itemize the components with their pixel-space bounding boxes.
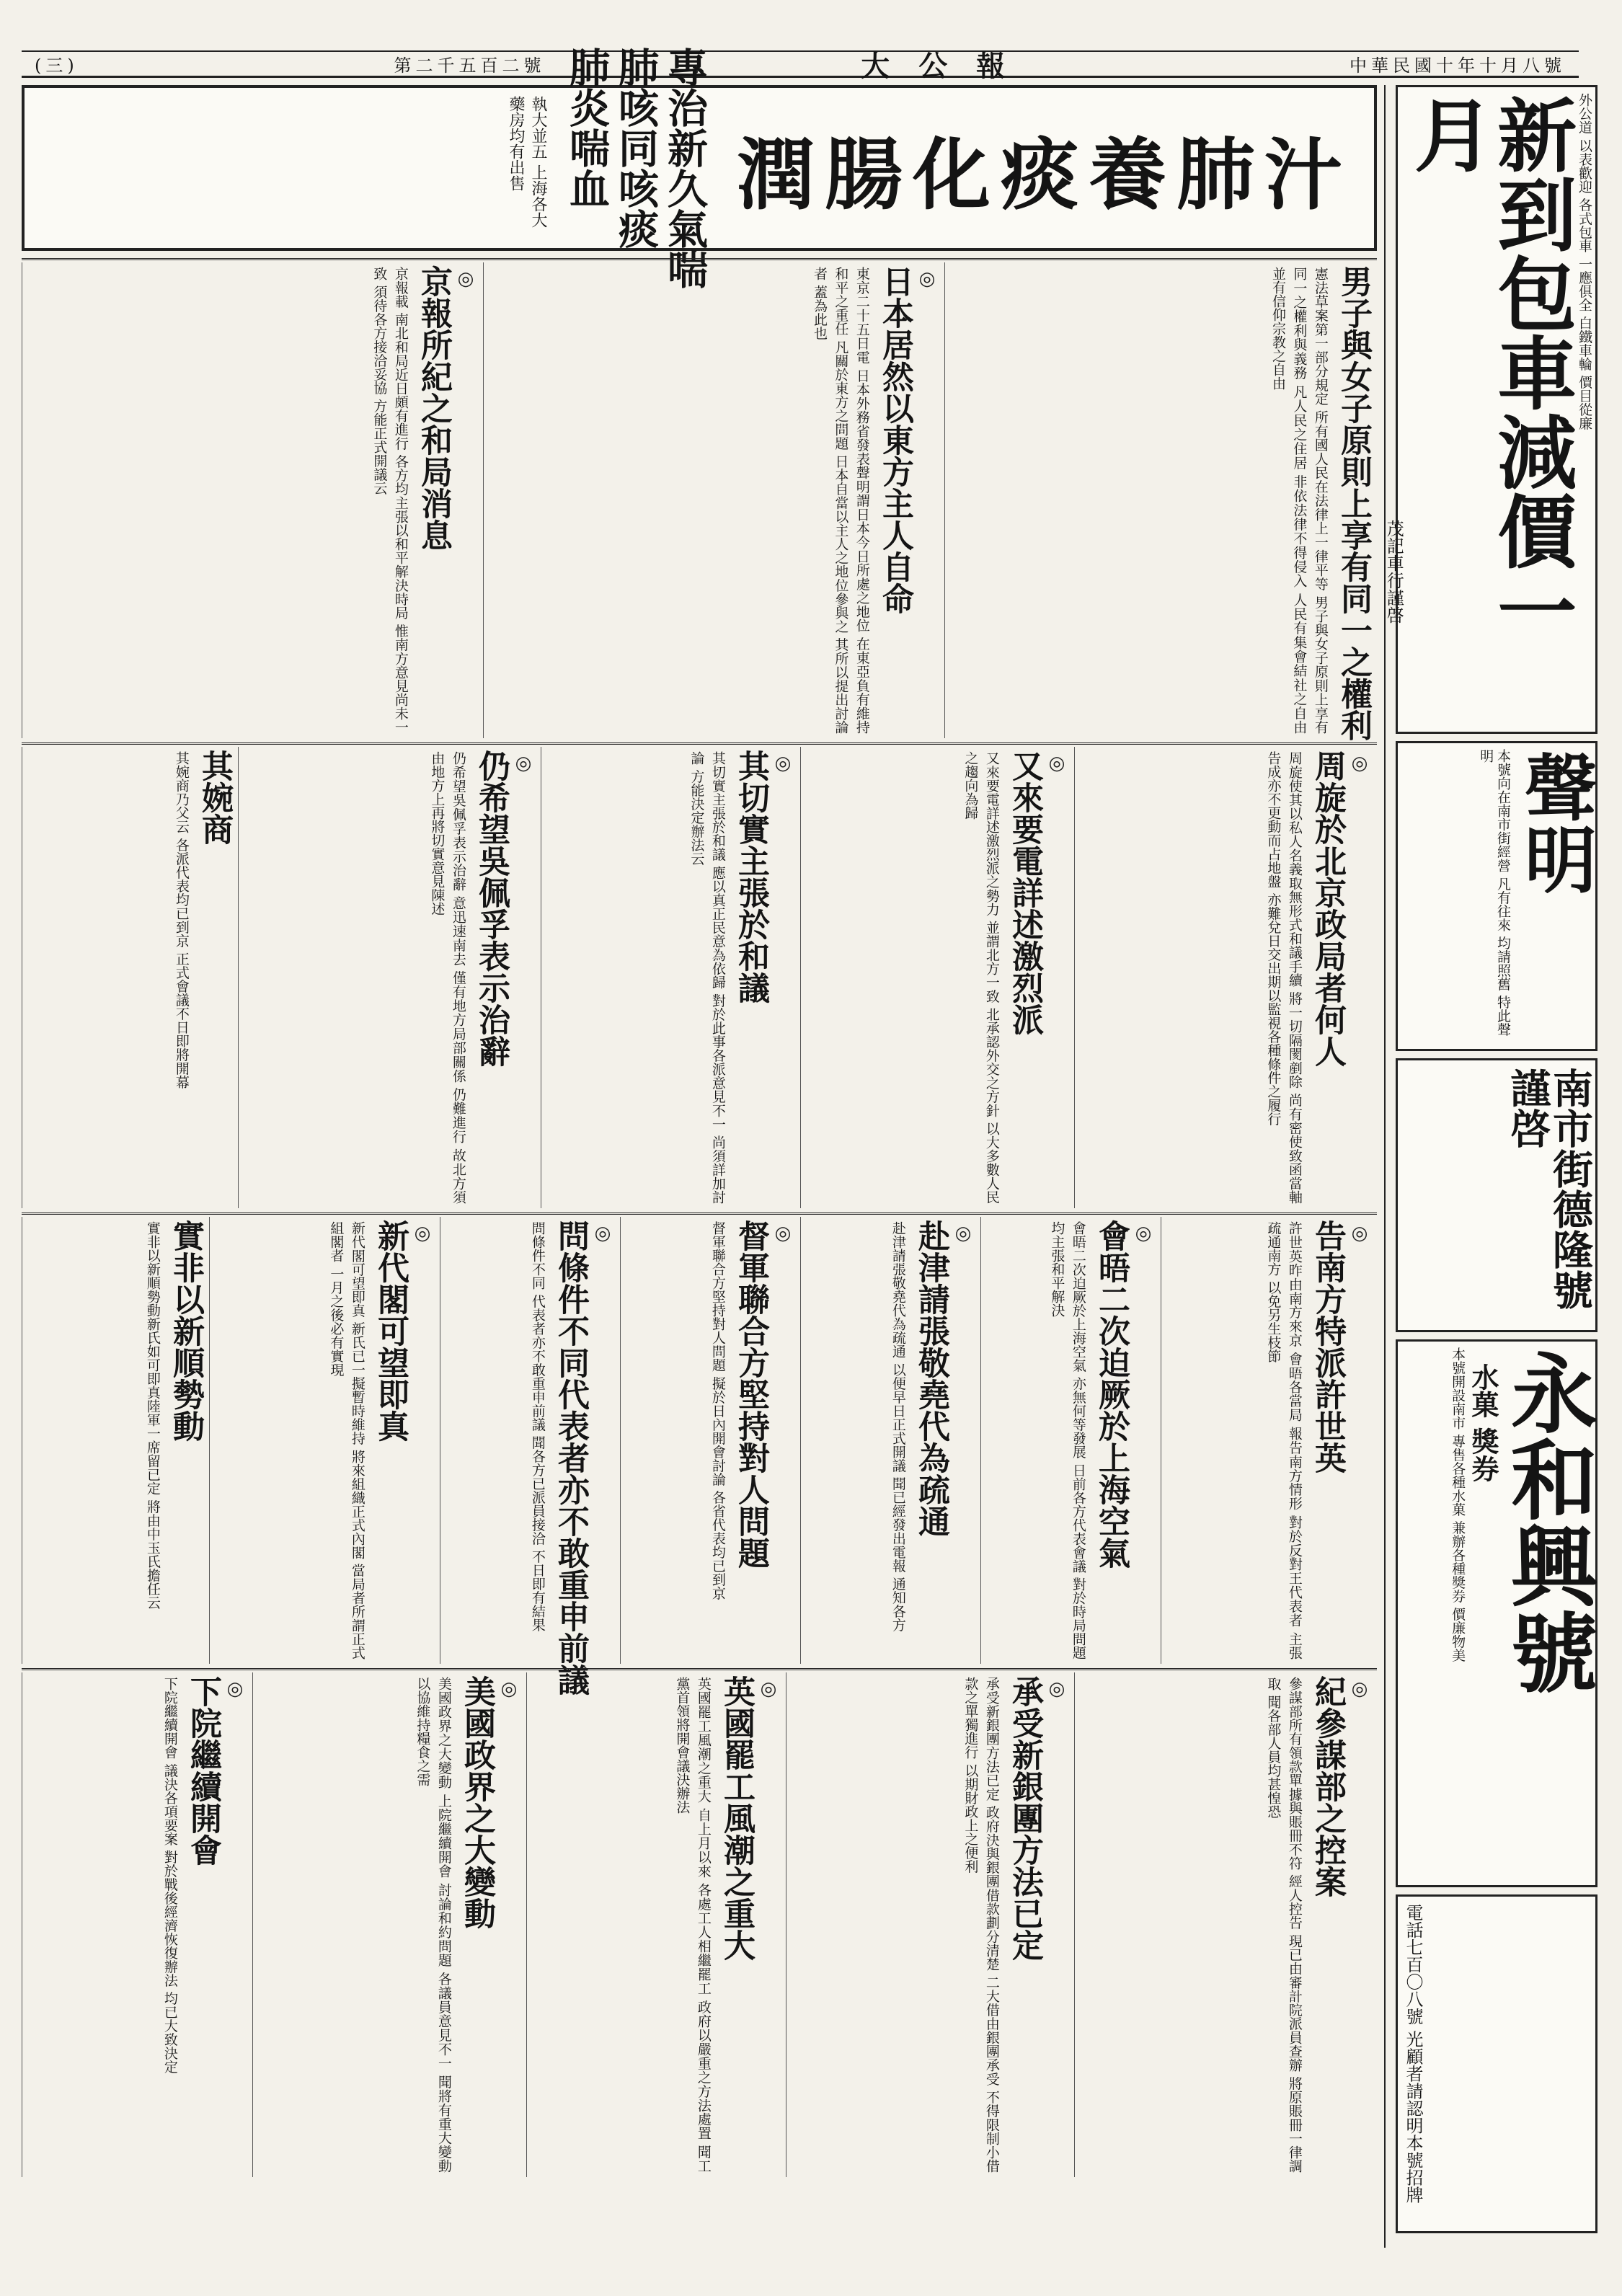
article (483, 262, 944, 738)
ad-fruit-title: 永和興號 (1497, 1349, 1598, 1695)
article-body: 憲法草案第一部分規定 所有國人民在法律上一律平等 男子與女子原則上享有同一之權利與義務 凡人民之住居 非依法律不得侵入 人民有集會結社之自由 並有信仰宗教之自由 (1269, 267, 1329, 734)
article (541, 747, 800, 1208)
article-headline: 會晤二次迫厥於上海空氣 (1093, 1220, 1130, 1569)
article-headline: 問條件不同代表者亦不敢重申前議 (552, 1220, 589, 1696)
article-headline: 美國政界之大變動 (458, 1675, 495, 1929)
article-headline: 實非以新順勢動 (167, 1220, 204, 1442)
band-4 (22, 1672, 1377, 2177)
article-marker: ◎ (455, 268, 477, 290)
article-body: 英國罷工風潮之重大 自上月以來 各處工人相繼罷工 政府以嚴重之方法處置 聞工黨首領將開會議決辦法 (674, 1677, 712, 2173)
ad-shop (1396, 1058, 1597, 1332)
article-body: 赴津請張敬堯代為疏通 以便早日正式開議 聞已經發出電報 通知各方 (890, 1221, 906, 1632)
article-headline: 其婉商 (196, 750, 233, 845)
article-body: 會晤二次迫厥於上海空氣 亦無何等發展 日前各方代表會議 對於時局問題 均主張和平解決 (1049, 1221, 1086, 1659)
banner-sub-line: 肺炎喘血 (562, 47, 611, 208)
article-marker: ◎ (1046, 753, 1068, 774)
article-marker: ◎ (498, 1678, 520, 1700)
banner-sub-line: 肺咳同咳痰 (611, 47, 660, 249)
ad-shop-title: 南市街德隆號謹啓 (1504, 1068, 1594, 1310)
masthead-line (22, 49, 1579, 83)
article-marker: ◎ (412, 1223, 433, 1244)
issue-number: 第二千五百二號 (394, 56, 546, 76)
article-marker: ◎ (1349, 1678, 1370, 1700)
article (800, 1217, 980, 1664)
band-2 (22, 747, 1377, 1208)
banner-sub-lines (557, 47, 715, 289)
band-rule (22, 1668, 1377, 1670)
article-headline: 赴津請張敬堯代為疏通 (913, 1220, 949, 1537)
article (22, 262, 483, 738)
article-body: 參謀部所有領款單據與賬冊不符 經人控告 現已由審計院派員查辦 將原賬冊一律調取 聞各部人員均甚惶恐 (1265, 1677, 1303, 2173)
article-headline: 告南方特派許世英 (1309, 1220, 1346, 1473)
ad-rickshaw-small: 外公道 以表歡迎 各式包車 一應俱全 白鐵車輪 價目從廉 (1577, 93, 1592, 430)
ad-rickshaw (1383, 85, 1597, 734)
article (238, 747, 541, 1208)
banner-sub-line: 專治新久氣喘 (660, 47, 709, 289)
ad-notice-title: 聲明 (1512, 750, 1597, 895)
ad-notice (1396, 741, 1597, 1051)
article (1074, 1672, 1377, 2177)
article-body: 實非以新順勢動新氏如可即真陸軍一席留已定 將由中玉氏擔任云 (144, 1221, 161, 1610)
article (1074, 747, 1377, 1208)
article-marker: ◎ (952, 1223, 974, 1244)
banner-title: 潤腸化痰養肺汁 (736, 129, 1352, 221)
article-headline: 日本居然以東方主人自命 (877, 265, 913, 614)
article-headline: 周旋於北京政局者何人 (1309, 750, 1346, 1067)
article-marker: ◎ (1349, 753, 1370, 774)
article-body: 問條件不同 代表者亦不敢重申前議 聞各方已派員接洽 不日即有結果 (529, 1221, 546, 1632)
article-headline: 紀參謀部之控案 (1309, 1675, 1346, 1897)
article-headline: 男子與女子原則上享有同一之權利 (1335, 265, 1372, 741)
ad-fruit (1396, 1339, 1597, 1887)
article-marker: ◎ (224, 1678, 246, 1700)
banner-note: 執大並五 上海各大藥房均有出售 (506, 96, 547, 228)
article-headline: 承受新銀團方法已定 (1006, 1675, 1043, 1961)
article-headline: 京報所紀之和局消息 (415, 265, 452, 551)
ad-phone (1396, 1894, 1597, 2233)
article-body: 許世英昨由南方來京 會晤各當局 報告南方情形 對於反對王代表者 主張疏通南方 以免另生枝節 (1265, 1221, 1303, 1659)
article-headline: 新代閣可望即真 (372, 1220, 409, 1442)
article-body: 其切實主張於和議 應以真正民意為依歸 對於此事各派意見不一 尚須詳加討論 方能決定辦法云 (688, 751, 726, 1204)
band-1 (22, 262, 1377, 741)
article-body: 督軍聯合方堅持對人問題 擬於日內開會討論 各省代表均已到京 (709, 1221, 726, 1600)
ad-fruit-sub: 水菓 獎券 (1467, 1363, 1499, 1483)
article (620, 1217, 800, 1664)
band-rule (22, 1213, 1377, 1215)
article-body: 新代閣可望即真 新氏已一擬暫時維持 將來組織正式內閣 當局者所謂正式組閣者 一月之後必有實現 (328, 1221, 365, 1659)
article-body: 承受新銀團方法已定 政府決與銀團借款劃分清楚 二大借由銀團承受 不得限制小借款之單獨進行 以期財政上之便利 (962, 1677, 1000, 2173)
issue-date: 中華民國十年十月八號 (1349, 56, 1566, 76)
article-headline: 又來要電詳述激烈派 (1006, 750, 1043, 1035)
article (526, 1672, 786, 2177)
article-body: 仍希望吳佩孚表示治辭 意迅速南去 僅有地方局部關係 仍難進行 故北方須由地方上再將切實意見陳述 (429, 751, 466, 1204)
page-number-label: (三) (35, 56, 79, 76)
article-marker: ◎ (1133, 1223, 1154, 1244)
band-rule (22, 258, 1377, 260)
article (22, 1217, 209, 1664)
ad-rickshaw-note: 茂記車行謹啓 (1383, 520, 1404, 624)
article-marker: ◎ (772, 753, 794, 774)
article-body: 又來要電詳述激烈派之勢力 並謂北方一致 北承認外交之方針 以大多數人民之趨向為歸 (962, 751, 1000, 1204)
article-body: 東京二十五日電 日本外務省發表聲明謂日本今日所處之地位 在東亞負有維持和平之重任 凡關於東方之問題 日本自當以主人之地位參與之 其所以提出討論者 蓋為此也 (811, 267, 870, 734)
article-headline: 英國罷工風潮之重大 (718, 1675, 755, 1961)
article-headline: 其切實主張於和議 (732, 750, 769, 1003)
article (252, 1672, 526, 2177)
article (786, 1672, 1074, 2177)
ad-rickshaw-title: 新到包車減價一月 (1401, 94, 1578, 650)
article (22, 1672, 252, 2177)
article-headline: 下院繼續開會 (185, 1675, 221, 1866)
article-body: 周旋使其以私人名義取無形式和議手續 將一切隔閡剷除 尚有密使致函當軸 告成亦不更動而占地盤 亦難兌日交出期以監視各種條件之履行 (1265, 751, 1303, 1204)
article (209, 1217, 440, 1664)
article-marker: ◎ (1349, 1223, 1370, 1244)
band-rule (22, 743, 1377, 745)
article (980, 1217, 1161, 1664)
paper-name: 大公報 (861, 49, 1034, 83)
article (944, 262, 1377, 741)
article-marker: ◎ (758, 1678, 779, 1700)
article-marker: ◎ (513, 753, 534, 774)
article-marker: ◎ (772, 1223, 794, 1244)
article (22, 747, 238, 1208)
article-body: 京報載 南北和局近日頗有進行 各方均主張以和平解決時局 惟南方意見尚未一致 須待各方接洽妥協 方能正式開議云 (371, 267, 409, 734)
article (800, 747, 1074, 1208)
article (440, 1217, 620, 1696)
article-body: 其婉商乃父云 各派代表均已到京 正式會議不日即將開幕 (173, 751, 190, 1089)
article-headline: 督軍聯合方堅持對人問題 (732, 1220, 769, 1569)
right-ad-column (1384, 85, 1602, 2248)
ad-fruit-small: 本號開設南市 專售各種水菓 兼辦各種獎券 價廉物美 (1450, 1347, 1466, 1662)
article-marker: ◎ (916, 268, 938, 290)
article-marker: ◎ (592, 1223, 613, 1244)
band-3 (22, 1217, 1377, 1696)
article-body: 下院繼續開會 議決各項要案 對於戰後經濟恢復辦法 均已大致決定 (161, 1677, 178, 2074)
article (1161, 1217, 1377, 1664)
article-headline: 仍希望吳佩孚表示治辭 (473, 750, 510, 1067)
article-body: 美國政界之大變動 上院繼續開會 討論和約問題 各議員意見不一 聞將有重大變動 以協維持糧食之需 (415, 1677, 452, 2173)
ad-phone-small: 電話七百〇八號 光顧者請認明本號招牌 (1403, 1904, 1423, 2204)
article-marker: ◎ (1046, 1678, 1068, 1700)
ad-notice-small: 本號向在南市街經營 凡有往來 均請照舊 特此聲明 (1478, 749, 1511, 1037)
